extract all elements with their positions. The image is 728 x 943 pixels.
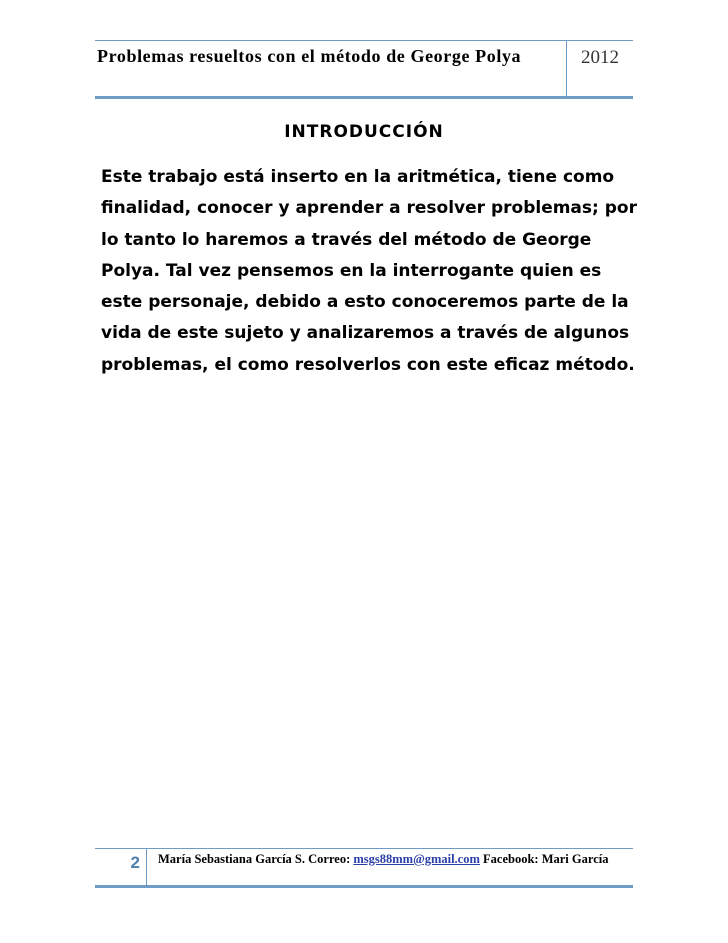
intro-paragraph: Este trabajo está inserto en la aritmética, tiene como finalidad, conocer y aprender a resolver problemas; por lo tanto lo haremos a través del método de George Polya. Tal vez pensemos en la interrogante quien es este personaje, debido a esto conoceremos parte de la vida de este sujeto y analizaremos a través de algunos problemas, el como resolverlos con este eficaz método. (101, 167, 637, 375)
facebook-text: Facebook: Mari García (483, 852, 609, 866)
page-header (95, 40, 633, 99)
header-year: 2012 (566, 41, 633, 96)
section-heading-text: INTRODUCCIÓN (284, 122, 444, 142)
email-link[interactable]: msgs88mm@gmail.com (353, 852, 480, 866)
author-name: María Sebastiana García S. (158, 852, 305, 866)
document-title: Problemas resueltos con el método de George Polya (97, 46, 522, 66)
footer-credits (158, 851, 628, 867)
email-label: Correo: (308, 852, 351, 866)
section-heading (0, 122, 728, 142)
page-footer (95, 848, 633, 888)
page-number-text: 2 (130, 853, 140, 872)
page-number (95, 849, 147, 885)
